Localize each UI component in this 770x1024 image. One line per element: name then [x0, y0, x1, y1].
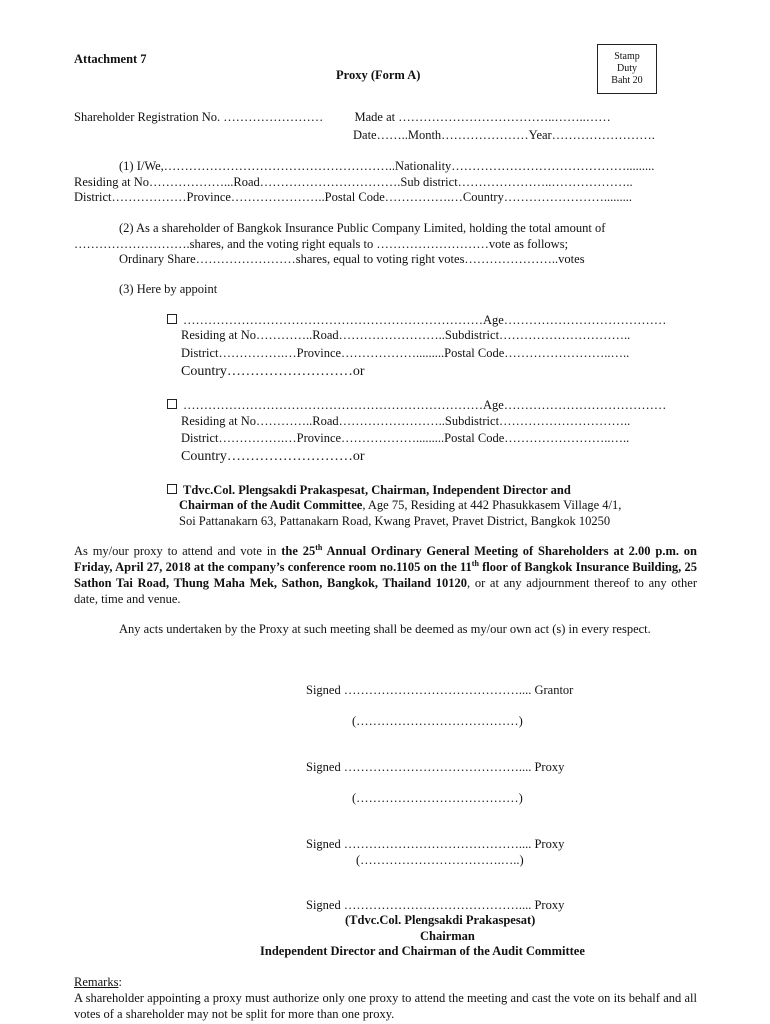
grantor-name-line: (1) I/We,………………………………………………..Nationality…………………………………….........	[119, 159, 655, 173]
proxy-2-checkbox[interactable]	[167, 399, 177, 409]
remarks-heading	[74, 974, 122, 990]
stamp-line: Duty	[617, 63, 637, 74]
meeting-intro: As my/our proxy to attend and vote in	[74, 544, 282, 558]
acts-paragraph: Any acts undertaken by the Proxy at such meeting shall be deemed as my/our own act (s) in every respect.	[119, 622, 651, 636]
grantor-name-parens: (…………………………………)	[352, 714, 523, 728]
proxy-signature-line-1: Signed …………………………………….... Proxy	[306, 760, 565, 774]
shareholding-line: (2) As a shareholder of Bangkok Insurance Public Company Limited, holding the total amount of	[119, 221, 606, 235]
registration-line: Shareholder Registration No. …………………… Made at ………………………………..……..……	[74, 110, 611, 124]
shares-line: ……………………….shares, and the voting right equals to ………………………vote as follows;	[74, 237, 569, 251]
proxy-2-name-text: ………………………………………………………………Age…………………………………	[183, 398, 667, 412]
meeting-tail: , or at any adjournment thereof to any other date, time and venue.	[74, 576, 697, 606]
proxy-1-name-text: ………………………………………………………………Age…………………………………	[183, 313, 667, 327]
ordinary-share-line: Ordinary Share……………………shares, equal to voting right votes…………………..votes	[119, 252, 585, 266]
meeting-venue: floor of Bangkok Insurance Building, 25 Sathon Tai Road, Thung Maha Mek, Sathon, Bangkok, Thailand 10120	[74, 560, 698, 590]
proxy-1-name-line	[167, 312, 666, 328]
form-title: Proxy (Form A)	[336, 68, 421, 82]
proxy-2-country-line: Country………………………or	[181, 449, 365, 464]
floor-ordinal-suffix: th	[471, 558, 479, 568]
proxy-3-title: Chairman of the Audit Committee	[179, 498, 363, 512]
proxy-1-checkbox[interactable]	[167, 314, 177, 324]
attachment-label: Attachment 7	[74, 52, 147, 66]
chairman-role: Chairman	[420, 929, 475, 943]
chairman-signature-line: Signed …………………………………….... Proxy	[306, 898, 565, 912]
grantor-address-line: Residing at No………………...Road…………………………….Sub district…………………..………………..	[74, 175, 633, 189]
remarks-colon: :	[118, 975, 122, 989]
proxy-3-name-line	[167, 482, 571, 498]
meeting-ordinal: the 25	[281, 544, 316, 558]
chairman-full-role: Independent Director and Chairman of the Audit Committee	[260, 944, 585, 958]
proxy-2-district-line: District…………….…Province……………….........Postal Code……………………..…..	[181, 431, 630, 445]
remarks-label: Remarks	[74, 975, 119, 989]
proxy-2-address-line: Residing at No…………..Road……………………..Subdistrict…………………………..	[181, 414, 631, 428]
grantor-signature-line: Signed …………………………………….... Grantor	[306, 683, 574, 697]
proxy-2-name-line	[167, 397, 666, 413]
chairman-name: (Tdvc.Col. Plengsakdi Prakaspesat)	[345, 913, 536, 927]
proxy-3-age-address: , Age 75, Residing at 442 Phasukkasem Village 4/1,	[362, 498, 622, 512]
proxy-name-parens-1: (…………………………………)	[352, 791, 523, 805]
meeting-paragraph	[74, 543, 697, 607]
proxy-3-checkbox[interactable]	[167, 484, 177, 494]
remarks-text: A shareholder appointing a proxy must authorize only one proxy to attend the meeting and cast the vote on its behalf and all votes of a shareholder may not be split for more than one proxy.	[74, 991, 697, 1021]
meeting-ordinal-suffix: th	[315, 542, 323, 552]
stamp-duty-box	[597, 44, 657, 94]
proxy-3-title-line	[179, 497, 621, 513]
proxy-3-address-line: Soi Pattanakarn 63, Pattanakarn Road, Kwang Pravet, Pravet District, Bangkok 10250	[179, 514, 611, 528]
grantor-district-line: District………………Province…………………..Postal Code…………….…Country…………………….........	[74, 190, 632, 204]
proxy-1-district-line: District…………….…Province……………….........Postal Code……………………..…..	[181, 346, 630, 360]
proxy-name-parens-2: (…………………………….…..)	[356, 853, 524, 867]
stamp-line: Stamp	[614, 51, 640, 62]
proxy-1-country-line: Country………………………or	[181, 364, 365, 379]
date-line: Date……..Month…………………Year…………………….	[353, 128, 655, 142]
proxy-1-address-line: Residing at No…………..Road……………………..Subdistrict…………………………..	[181, 328, 631, 342]
meeting-details: Annual Ordinary General Meeting of Shareholders at 2.00 p.m. on Friday, April 27, 2018 at the company’s conference room no.1105 on the 11	[74, 544, 697, 574]
appoint-heading: (3) Here by appoint	[119, 282, 218, 296]
proxy-signature-line-2: Signed …………………………………….... Proxy	[306, 837, 565, 851]
stamp-line: Baht 20	[611, 75, 643, 86]
proxy-3-name-text: Tdvc.Col. Plengsakdi Prakaspesat, Chairman, Independent Director and	[183, 483, 571, 497]
